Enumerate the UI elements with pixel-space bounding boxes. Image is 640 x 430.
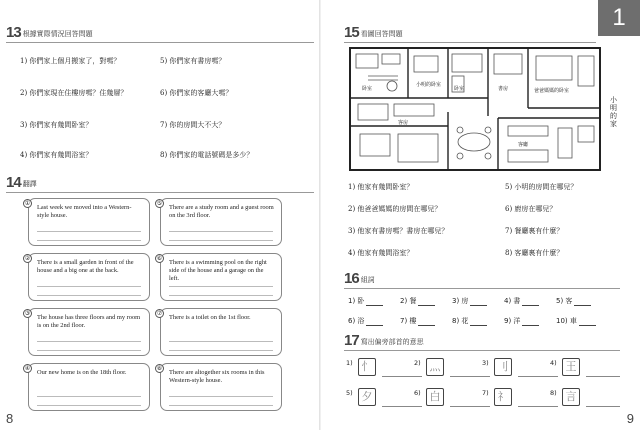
box-8-number: ⑧ — [156, 365, 163, 372]
box-3-number: ③ — [24, 310, 31, 317]
s15-question-3: 3) 他家有書房嗎？書房在哪兒？ — [348, 227, 449, 235]
box-5-text: There are a study room and a guest room on the 3rd floor. — [169, 204, 274, 219]
s15-question-5: 5) 小明的房間在哪兒？ — [505, 183, 578, 191]
box-2-writing-line[interactable] — [37, 295, 141, 296]
word-blank[interactable] — [418, 305, 435, 306]
section-16-title: 組詞 — [360, 276, 375, 284]
section-15-number: 15 — [344, 24, 359, 41]
radical-item-3[interactable] — [482, 358, 558, 378]
word-item-5[interactable] — [556, 296, 591, 306]
radical-item-1[interactable] — [346, 358, 422, 378]
box-5-number: ⑤ — [156, 200, 163, 207]
box-4-text: Our new home is on the 18th floor. — [37, 369, 127, 376]
radical-6-number: 6) — [414, 389, 421, 397]
word-item-6-label: 6) 浴 — [348, 317, 365, 325]
section-14-rule — [6, 192, 314, 193]
s15-question-1: 1) 他家有幾間卧室？ — [348, 183, 414, 191]
s13-question-7: 7) 你的房間大不大？ — [160, 121, 226, 129]
translation-box-2 — [24, 253, 150, 301]
section-16-header — [344, 272, 375, 286]
section-17-title: 寫出偏旁部首的意思 — [360, 338, 424, 346]
word-blank[interactable] — [470, 305, 487, 306]
word-item-8[interactable] — [452, 316, 487, 326]
plan-label-parents-room: 爸爸媽媽的卧室 — [534, 88, 570, 94]
word-blank[interactable] — [522, 305, 539, 306]
radical-item-8[interactable] — [550, 388, 626, 408]
section-14-number: 14 — [6, 174, 21, 191]
section-15-header — [344, 26, 403, 40]
radical-item-6[interactable] — [414, 388, 490, 408]
word-item-9-label: 9) 洋 — [504, 317, 521, 325]
radical-4-number: 4) — [550, 359, 557, 367]
translation-box-3 — [24, 308, 150, 356]
box-1-text: Last week we moved into a Western-style house. — [37, 204, 132, 219]
section-13-rule — [6, 42, 314, 43]
page-number-left: 8 — [6, 411, 14, 426]
plan-label-xiaoming-room: 小明的卧室 — [416, 82, 442, 88]
box-4-writing-line[interactable] — [37, 405, 141, 406]
box-7-writing-line[interactable] — [169, 341, 273, 342]
box-8-writing-line[interactable] — [169, 396, 273, 397]
radical-3-number: 3) — [482, 359, 489, 367]
word-item-3[interactable] — [452, 296, 487, 306]
radical-item-5[interactable] — [346, 388, 422, 408]
radical-1-number: 1) — [346, 359, 353, 367]
section-13-header — [6, 26, 93, 40]
word-blank[interactable] — [418, 325, 435, 326]
floor-plan — [348, 46, 604, 174]
radical-item-4[interactable] — [550, 358, 626, 378]
box-6-writing-line[interactable] — [169, 295, 273, 296]
box-8-writing-line[interactable] — [169, 405, 273, 406]
word-blank[interactable] — [470, 325, 487, 326]
translation-box-7 — [156, 308, 282, 356]
word-blank[interactable] — [366, 305, 383, 306]
word-blank[interactable] — [574, 305, 591, 306]
box-7-writing-line[interactable] — [169, 350, 273, 351]
s15-question-2: 2) 他爸爸媽媽的房間在哪兒？ — [348, 205, 442, 213]
box-4-number: ④ — [24, 365, 31, 372]
section-15-title: 看圖回答問題 — [360, 30, 403, 38]
radical-8-char: 言 — [565, 390, 577, 403]
plan-label-bedroom-2: 卧室 — [454, 86, 465, 92]
radical-5-char: 夕 — [361, 390, 373, 403]
s13-question-8: 8) 你們家的電話號碼是多少？ — [160, 151, 254, 159]
section-17-rule — [344, 350, 620, 351]
plan-label-guest-room: 客房 — [398, 120, 409, 126]
box-1-number: ① — [24, 200, 31, 207]
radical-2-char: 灬 — [429, 360, 441, 373]
s15-question-7: 7) 餐廳裏有什麼？ — [505, 227, 564, 235]
s13-question-2: 2) 你們家現在住樓房嗎？住幾層？ — [20, 89, 128, 97]
radical-8-number: 8) — [550, 389, 557, 397]
right-page — [320, 0, 640, 430]
box-2-number: ② — [24, 255, 31, 262]
translation-box-1 — [24, 198, 150, 246]
section-17-number: 17 — [344, 332, 359, 349]
word-item-9[interactable] — [504, 316, 539, 326]
box-1-writing-line[interactable] — [37, 231, 141, 232]
s15-question-6: 6) 廚房在哪兒？ — [505, 205, 557, 213]
section-13-title: 根據實際情況回答問題 — [22, 30, 93, 38]
word-blank[interactable] — [366, 325, 383, 326]
s13-question-4: 4) 你們家有幾間浴室？ — [20, 151, 93, 159]
section-16-rule — [344, 288, 620, 289]
radical-7-number: 7) — [482, 389, 489, 397]
box-7-text: There is a toilet on the 1st floor. — [169, 314, 251, 321]
section-16-number: 16 — [344, 270, 359, 287]
plan-label-living-room: 客廳 — [518, 142, 529, 148]
box-2-writing-line[interactable] — [37, 286, 141, 287]
word-item-8-label: 8) 花 — [452, 317, 469, 325]
word-item-2[interactable] — [400, 296, 435, 306]
radical-4-answer-line[interactable] — [586, 376, 620, 377]
translation-box-4 — [24, 363, 150, 411]
word-item-3-label: 3) 房 — [452, 297, 469, 305]
s13-question-1: 1) 你們家上個月搬家了，對嗎？ — [20, 57, 121, 65]
box-3-text: The house has three floors and my room is on the 2nd floor. — [37, 314, 141, 329]
radical-1-char: 忄 — [361, 360, 373, 373]
page-number-right: 9 — [626, 411, 634, 426]
box-1-writing-line[interactable] — [37, 240, 141, 241]
word-blank[interactable] — [522, 325, 539, 326]
word-item-4[interactable] — [504, 296, 539, 306]
word-item-5-label: 5) 客 — [556, 297, 573, 305]
s15-question-4: 4) 他家有幾間浴室？ — [348, 249, 414, 257]
word-item-6[interactable] — [348, 316, 383, 326]
box-7-number: ⑦ — [156, 310, 163, 317]
section-14-header — [6, 176, 37, 190]
box-2-text: There is a small garden in front of the house and a big one at the back. — [37, 259, 134, 274]
s15-question-8: 8) 客廳裏有什麼？ — [505, 249, 564, 257]
translation-box-6 — [156, 253, 282, 301]
section-13-number: 13 — [6, 24, 21, 41]
box-3-writing-line[interactable] — [37, 341, 141, 342]
plan-label-study: 書房 — [498, 86, 509, 92]
lesson-number-badge: 1 — [598, 0, 640, 36]
box-6-writing-line[interactable] — [169, 286, 273, 287]
word-item-10-label: 10) 車 — [556, 317, 577, 325]
section-15-rule — [344, 42, 596, 43]
translation-box-8 — [156, 363, 282, 411]
box-6-number: ⑥ — [156, 255, 163, 262]
box-6-text: There is a swimming pool on the right side of the house and a garage on the left. — [169, 259, 267, 282]
box-5-writing-line[interactable] — [169, 240, 273, 241]
radical-item-2[interactable] — [414, 358, 490, 378]
word-item-10[interactable] — [556, 316, 596, 326]
radical-item-7[interactable] — [482, 388, 558, 408]
radical-8-answer-line[interactable] — [586, 406, 620, 407]
section-14-title: 翻譯 — [22, 180, 37, 188]
s13-question-6: 6) 你們家的客廳大嗎？ — [160, 89, 233, 97]
s13-question-3: 3) 你們家有幾間卧室？ — [20, 121, 93, 129]
radical-3-char: 刂 — [497, 360, 509, 373]
word-item-7[interactable] — [400, 316, 435, 326]
word-item-4-label: 4) 書 — [504, 297, 521, 305]
radical-7-char: 礻 — [497, 390, 509, 403]
box-8-text: There are altogether six rooms in this Western-style house. — [169, 369, 265, 384]
translation-box-5 — [156, 198, 282, 246]
box-5-writing-line[interactable] — [169, 231, 273, 232]
word-item-1-label: 1) 卧 — [348, 297, 365, 305]
box-3-writing-line[interactable] — [37, 350, 141, 351]
word-item-7-label: 7) 樓 — [400, 317, 417, 325]
radical-2-number: 2) — [414, 359, 421, 367]
box-4-writing-line[interactable] — [37, 396, 141, 397]
radical-6-char: 白 — [429, 390, 441, 403]
xiaoming-home-label: 小明的家 — [610, 96, 617, 128]
word-item-1[interactable] — [348, 296, 383, 306]
radical-5-number: 5) — [346, 389, 353, 397]
radical-4-char: 王 — [565, 360, 577, 373]
word-item-2-label: 2) 餐 — [400, 297, 417, 305]
section-17-header — [344, 334, 424, 348]
s13-question-5: 5) 你們家有書房嗎？ — [160, 57, 226, 65]
word-blank[interactable] — [579, 325, 596, 326]
plan-label-bedroom-1: 卧室 — [362, 86, 373, 92]
